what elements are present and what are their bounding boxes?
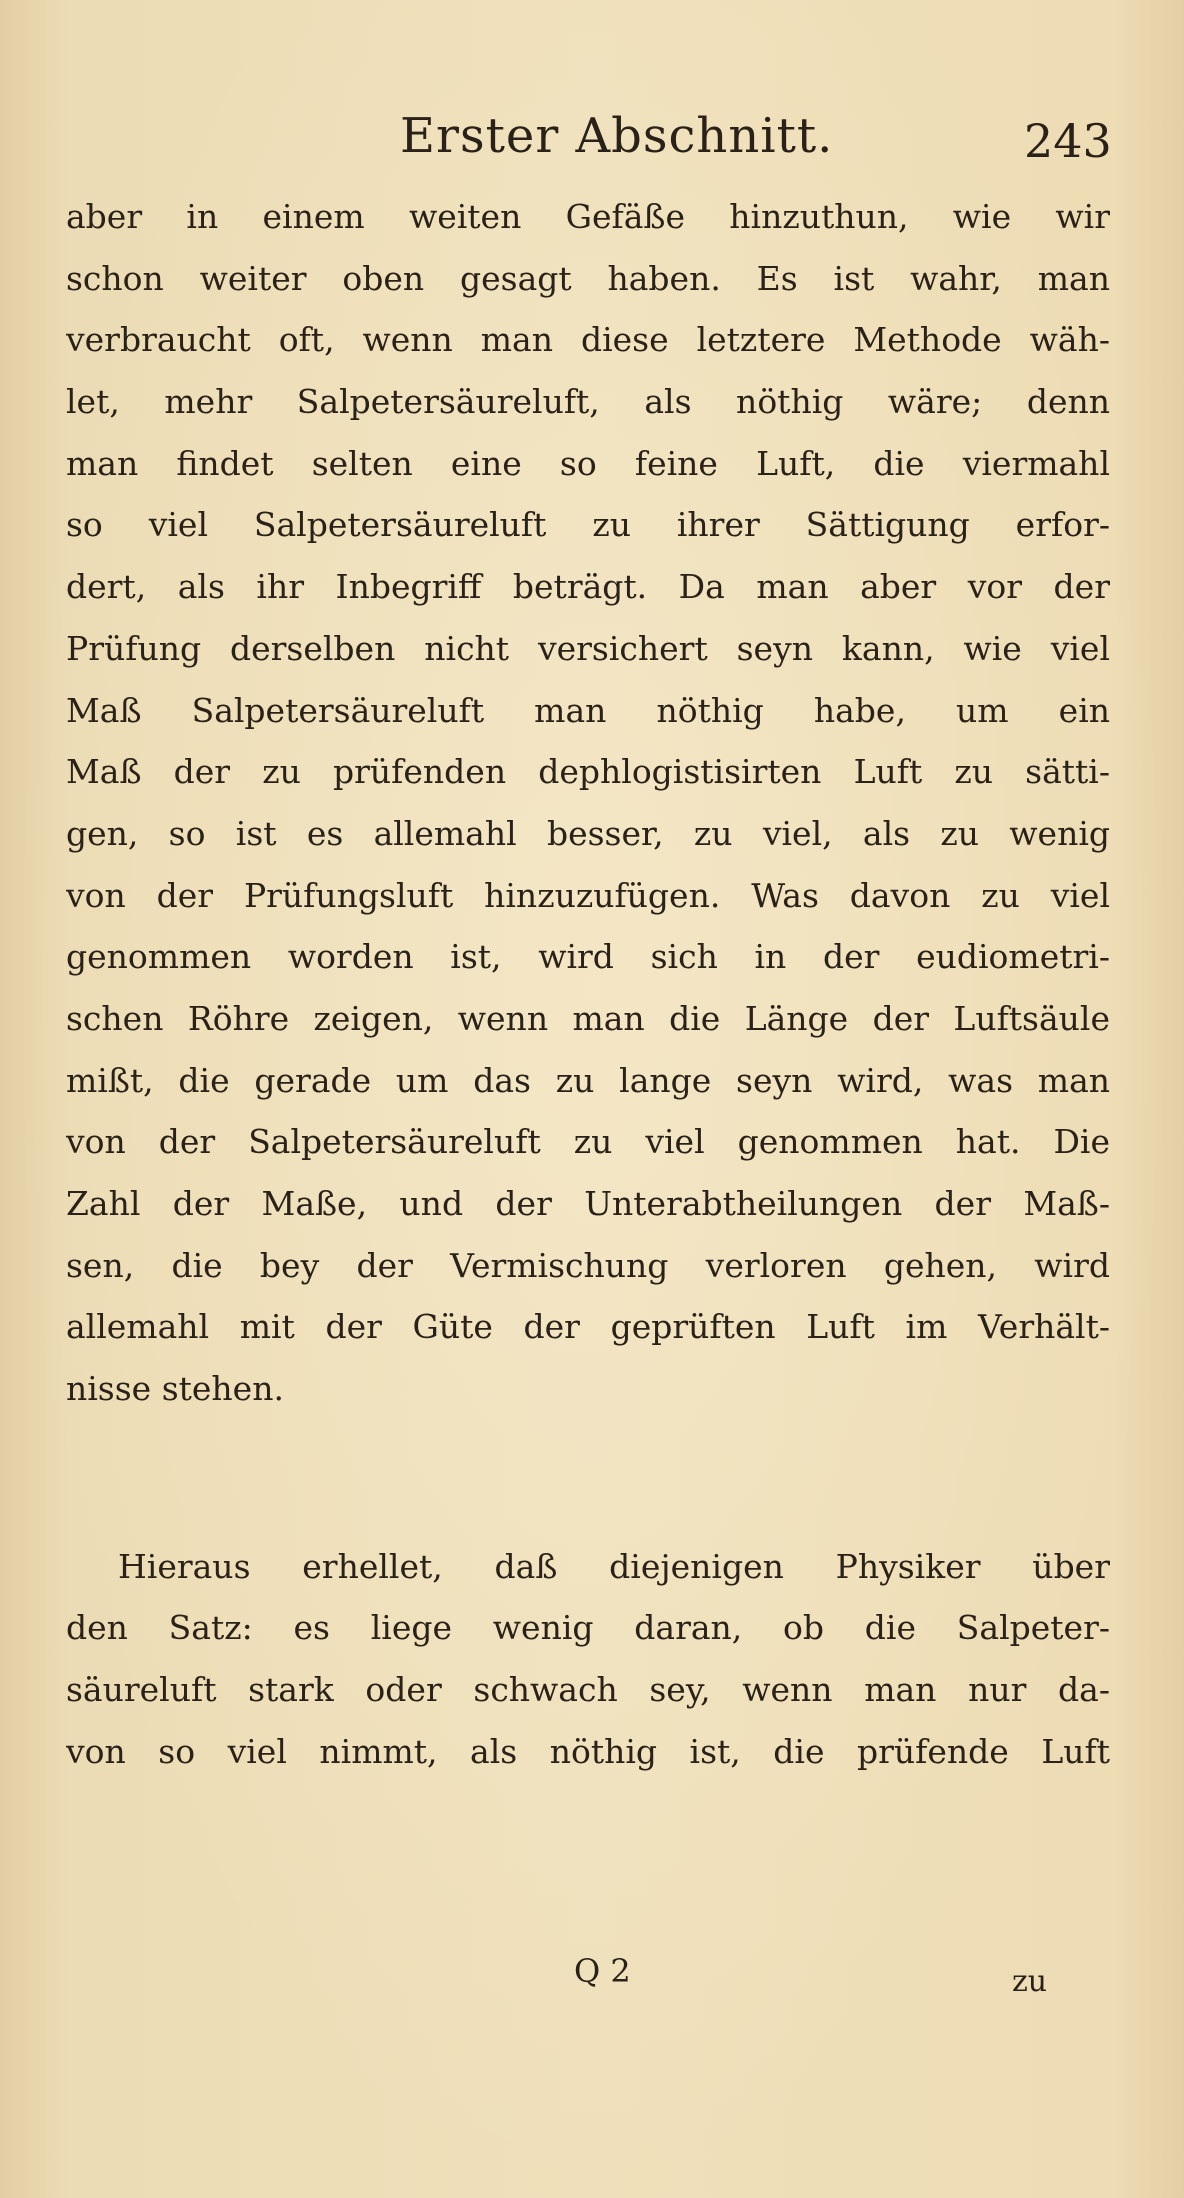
text-line: den Satz: es liege wenig daran, ob die Salpeter- xyxy=(66,1608,1110,1648)
text-line: Maß der zu prüfenden dephlogistisirten Luft zu sätti- xyxy=(66,752,1110,792)
paragraph-1 xyxy=(66,186,1110,1420)
page-number: 243 xyxy=(1024,114,1112,168)
text-line: Zahl der Maße, und der Unterabtheilungen der Maß- xyxy=(66,1184,1110,1223)
text-line: von der Prüfungsluft hinzuzufügen. Was davon zu viel xyxy=(66,875,1110,915)
paragraph-2 xyxy=(66,1536,1110,1783)
text-line: man findet selten eine so feine Luft, die viermahl xyxy=(66,443,1110,483)
text-line: aber in einem weiten Gefäße hinzuthun, wie wir xyxy=(66,197,1110,236)
body-text xyxy=(66,186,1110,1783)
text-line: mißt, die gerade um das zu lange seyn wird, was man xyxy=(66,1060,1110,1100)
text-line: schen Röhre zeigen, wenn man die Länge der Luftsäule xyxy=(66,998,1110,1038)
text-line: Prüfung derselben nicht versichert seyn kann, wie viel xyxy=(66,628,1110,668)
text-line: genommen worden ist, wird sich in der eudiometri- xyxy=(66,937,1110,977)
text-line: let, mehr Salpetersäureluft, als nöthig wäre; denn xyxy=(66,382,1110,422)
text-line: nisse stehen. xyxy=(66,1369,284,1409)
text-line: so viel Salpetersäureluft zu ihrer Sättigung erfor- xyxy=(66,505,1110,545)
signature-mark: Q 2 xyxy=(574,1952,631,1990)
catchword: zu xyxy=(1012,1964,1048,1999)
running-head xyxy=(0,108,1184,178)
text-line: sen, die bey der Vermischung verloren gehen, wird xyxy=(66,1245,1110,1285)
text-line: dert, als ihr Inbegriff beträgt. Da man aber vor der xyxy=(66,567,1110,607)
section-title: Erster Abschnitt. xyxy=(400,108,834,164)
text-line: verbraucht oft, wenn man diese letztere Methode wäh- xyxy=(66,320,1110,360)
text-line: allemahl mit der Güte der geprüften Luft im Verhält- xyxy=(66,1307,1110,1347)
text-line: von der Salpetersäureluft zu viel genommen hat. Die xyxy=(66,1122,1110,1162)
text-line: Hieraus erhellet, daß diejenigen Physiker über xyxy=(118,1546,1110,1586)
paragraph-gap xyxy=(66,1420,1110,1536)
text-line: schon weiter oben gesagt haben. Es ist wahr, man xyxy=(66,258,1110,298)
text-line: gen, so ist es allemahl besser, zu viel, als zu wenig xyxy=(66,813,1110,853)
text-line: säureluft stark oder schwach sey, wenn man nur da- xyxy=(66,1670,1110,1710)
text-line: Maß Salpetersäureluft man nöthig habe, um ein xyxy=(66,690,1110,730)
text-line: von so viel nimmt, als nöthig ist, die prüfende Luft xyxy=(66,1731,1110,1771)
